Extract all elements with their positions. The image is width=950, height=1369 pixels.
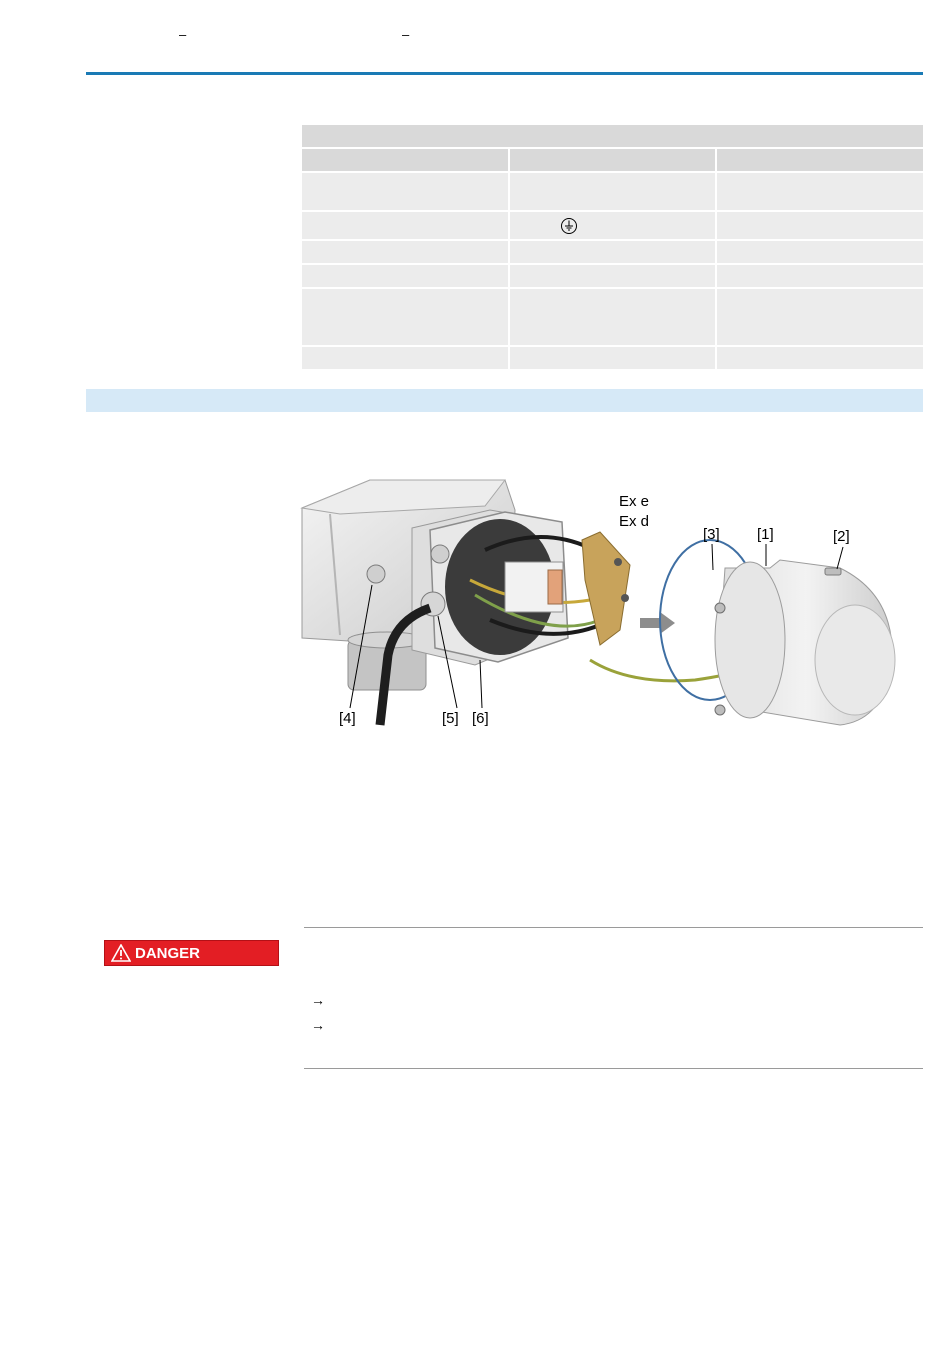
earth-ground-icon bbox=[560, 217, 578, 235]
table-cell bbox=[509, 172, 716, 211]
arrow-bullet: → bbox=[311, 992, 325, 1008]
actuator-drawing bbox=[300, 470, 920, 735]
divider bbox=[304, 1068, 923, 1069]
column-header bbox=[716, 148, 923, 172]
callout-4: [4] bbox=[339, 710, 356, 727]
column-header bbox=[302, 148, 509, 172]
table-cell bbox=[302, 240, 509, 264]
table-cell bbox=[716, 346, 923, 370]
ex-d-label: Ex d bbox=[619, 513, 650, 530]
danger-badge bbox=[104, 940, 279, 966]
callout-1: [1] bbox=[757, 526, 774, 543]
table-cell bbox=[302, 264, 509, 288]
warning-triangle-icon bbox=[111, 944, 131, 962]
table-cell bbox=[509, 211, 716, 240]
table-cell bbox=[509, 288, 716, 346]
table-row bbox=[302, 264, 923, 288]
table-cell bbox=[302, 211, 509, 240]
header-mark: – bbox=[402, 27, 410, 42]
ex-e-label: Ex e bbox=[619, 493, 650, 510]
callout-6: [6] bbox=[472, 710, 489, 727]
column-header bbox=[509, 148, 716, 172]
table-cell bbox=[302, 288, 509, 346]
table-cell bbox=[509, 240, 716, 264]
table-row bbox=[302, 211, 923, 240]
table-cell bbox=[509, 264, 716, 288]
table-cell bbox=[716, 211, 923, 240]
actuator-illustration bbox=[300, 470, 920, 735]
table-row bbox=[302, 172, 923, 211]
table-cell bbox=[716, 240, 923, 264]
header-rule bbox=[86, 72, 923, 75]
table-cell bbox=[302, 172, 509, 211]
table-cell bbox=[716, 288, 923, 346]
header-mark: – bbox=[179, 27, 187, 42]
table-row bbox=[302, 288, 923, 346]
divider bbox=[304, 927, 923, 928]
table-title-row bbox=[302, 125, 923, 148]
callout-2: [2] bbox=[833, 528, 850, 545]
table-cell bbox=[302, 346, 509, 370]
spec-table bbox=[302, 125, 923, 371]
section-band bbox=[86, 389, 923, 412]
table-row bbox=[302, 240, 923, 264]
table-cell bbox=[716, 264, 923, 288]
callout-5: [5] bbox=[442, 710, 459, 727]
danger-label: DANGER bbox=[135, 944, 201, 962]
callout-3: [3] bbox=[703, 526, 720, 543]
table-cell bbox=[509, 346, 716, 370]
arrow-bullet: → bbox=[311, 1017, 325, 1033]
table-cell bbox=[716, 172, 923, 211]
table-row bbox=[302, 346, 923, 370]
